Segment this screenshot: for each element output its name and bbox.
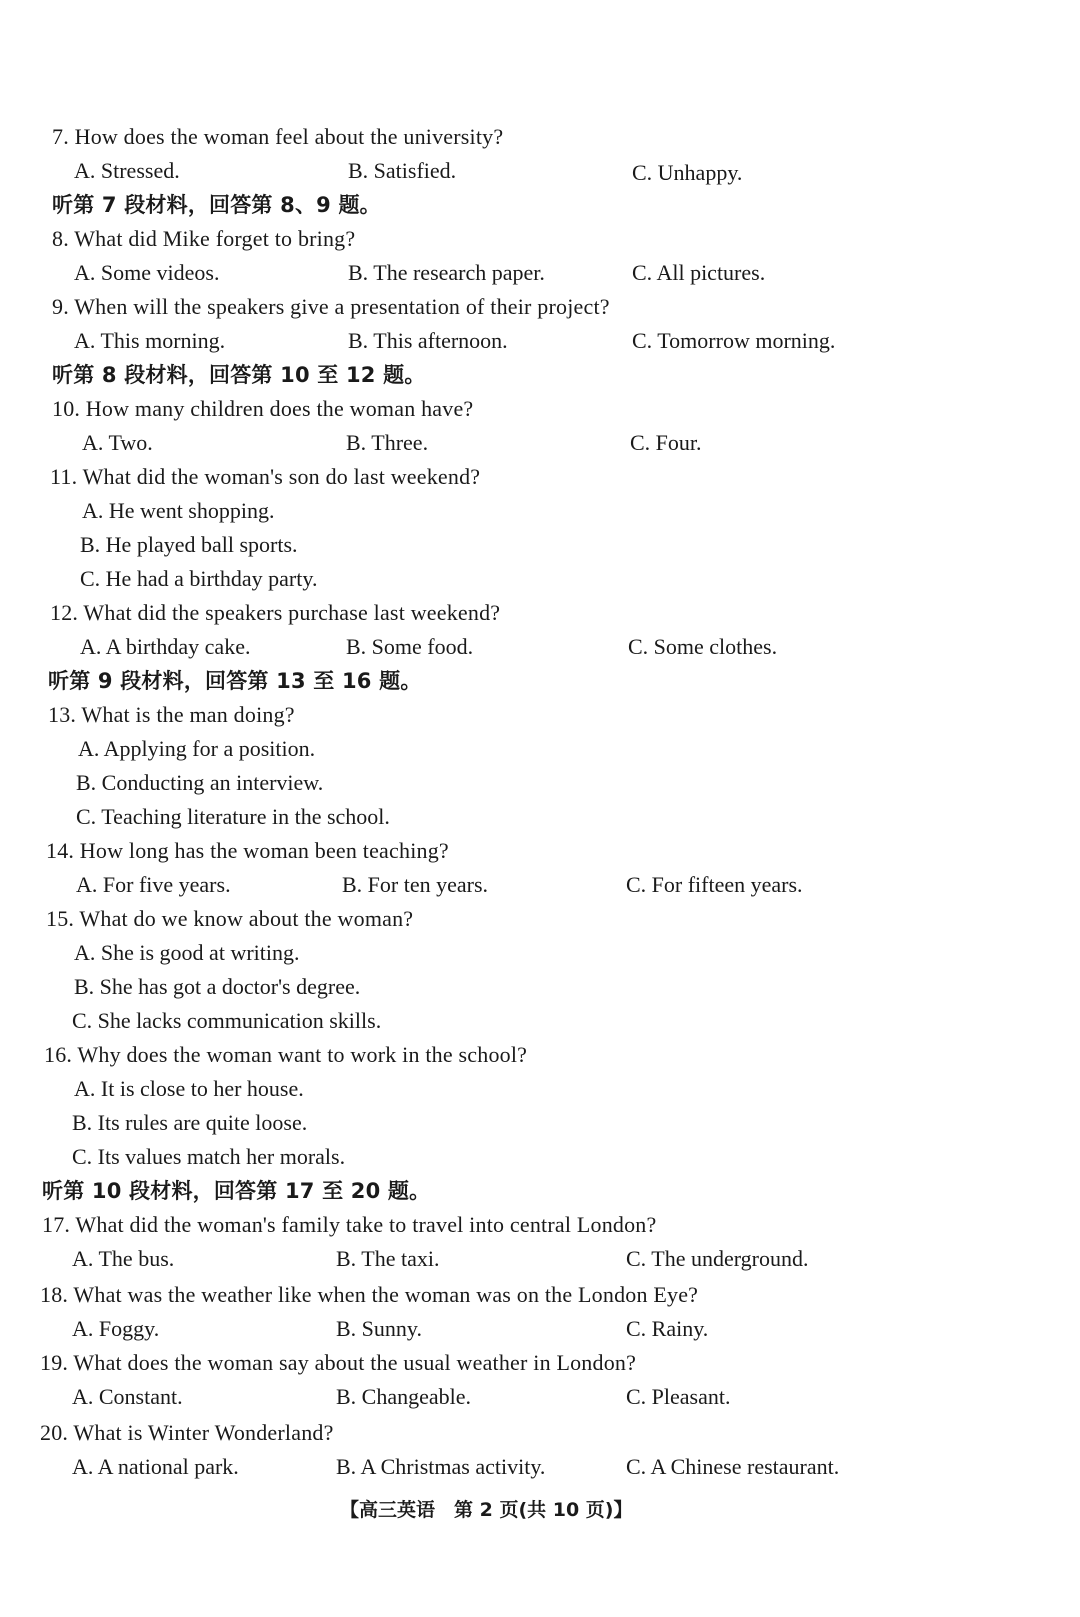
question-13-option-a: A. Applying for a position.	[78, 736, 316, 761]
section-heading-7: 听第 7 段材料，回答第 8、9 题。	[52, 193, 381, 217]
question-7-option-a: A. Stressed.	[74, 158, 180, 183]
question-15-stem: 15. What do we know about the woman?	[46, 906, 414, 931]
question-14-option-a: A. For five years.	[76, 872, 231, 897]
page-footer: 【高三英语 第 2 页(共 10 页)】	[340, 1499, 633, 1521]
question-8-option-b: B. The research paper.	[348, 260, 545, 285]
question-14-option-c: C. For fifteen years.	[626, 872, 803, 897]
question-18-option-c: C. Rainy.	[626, 1316, 709, 1341]
question-16-stem: 16. Why does the woman want to work in the school?	[44, 1042, 528, 1067]
question-7-option-b: B. Satisfied.	[348, 158, 457, 183]
question-13-option-b: B. Conducting an interview.	[76, 770, 324, 795]
question-18-option-a: A. Foggy.	[72, 1316, 160, 1341]
question-15-option-a: A. She is good at writing.	[74, 940, 300, 965]
question-15-option-c: C. She lacks communication skills.	[72, 1008, 382, 1033]
question-11-option-b: B. He played ball sports.	[80, 532, 298, 557]
question-13-option-c: C. Teaching literature in the school.	[76, 804, 390, 829]
question-9-option-b: B. This afternoon.	[348, 328, 508, 353]
question-11-option-a: A. He went shopping.	[82, 498, 275, 523]
question-16-option-a: A. It is close to her house.	[74, 1076, 304, 1101]
question-18-stem: 18. What was the weather like when the woman was on the London Eye?	[40, 1282, 699, 1307]
section-heading-10: 听第 10 段材料，回答第 17 至 20 题。	[42, 1179, 431, 1203]
question-14-option-b: B. For ten years.	[342, 872, 489, 897]
question-20-stem: 20. What is Winter Wonderland?	[40, 1420, 334, 1445]
question-9-stem: 9. When will the speakers give a presentation of their project?	[52, 294, 610, 319]
question-19-option-b: B. Changeable.	[336, 1384, 472, 1409]
question-10-stem: 10. How many children does the woman have?	[52, 396, 474, 421]
question-17-option-b: B. The taxi.	[336, 1246, 440, 1271]
question-9-option-a: A. This morning.	[74, 328, 226, 353]
question-12-option-c: C. Some clothes.	[628, 634, 778, 659]
question-7-option-c: C. Unhappy.	[632, 160, 743, 185]
question-16-option-c: C. Its values match her morals.	[72, 1144, 346, 1169]
question-18-option-b: B. Sunny.	[336, 1316, 422, 1341]
section-heading-9: 听第 9 段材料，回答第 13 至 16 题。	[48, 669, 422, 693]
question-19-option-a: A. Constant.	[72, 1384, 183, 1409]
question-19-stem: 19. What does the woman say about the usual weather in London?	[40, 1350, 637, 1375]
question-13-stem: 13. What is the man doing?	[48, 702, 295, 727]
question-10-option-c: C. Four.	[630, 430, 702, 455]
question-14-stem: 14. How long has the woman been teaching?	[46, 838, 449, 863]
question-11-option-c: C. He had a birthday party.	[80, 566, 318, 591]
question-16-option-b: B. Its rules are quite loose.	[72, 1110, 308, 1135]
question-19-option-c: C. Pleasant.	[626, 1384, 731, 1409]
question-12-stem: 12. What did the speakers purchase last weekend?	[50, 600, 501, 625]
question-17-option-a: A. The bus.	[72, 1246, 175, 1271]
question-10-option-a: A. Two.	[82, 430, 153, 455]
question-15-option-b: B. She has got a doctor's degree.	[74, 974, 361, 999]
question-12-option-b: B. Some food.	[346, 634, 474, 659]
question-20-option-a: A. A national park.	[72, 1454, 239, 1479]
question-9-option-c: C. Tomorrow morning.	[632, 328, 836, 353]
question-7-stem: 7. How does the woman feel about the university?	[52, 124, 504, 149]
question-12-option-a: A. A birthday cake.	[80, 634, 251, 659]
question-8-stem: 8. What did Mike forget to bring?	[52, 226, 356, 251]
question-17-stem: 17. What did the woman's family take to travel into central London?	[42, 1212, 657, 1237]
section-heading-8: 听第 8 段材料，回答第 10 至 12 题。	[52, 363, 426, 387]
question-20-option-c: C. A Chinese restaurant.	[626, 1454, 840, 1479]
question-8-option-a: A. Some videos.	[74, 260, 220, 285]
question-8-option-c: C. All pictures.	[632, 260, 766, 285]
question-20-option-b: B. A Christmas activity.	[336, 1454, 546, 1479]
question-11-stem: 11. What did the woman's son do last weekend?	[50, 464, 481, 489]
question-17-option-c: C. The underground.	[626, 1246, 809, 1271]
question-10-option-b: B. Three.	[346, 430, 429, 455]
